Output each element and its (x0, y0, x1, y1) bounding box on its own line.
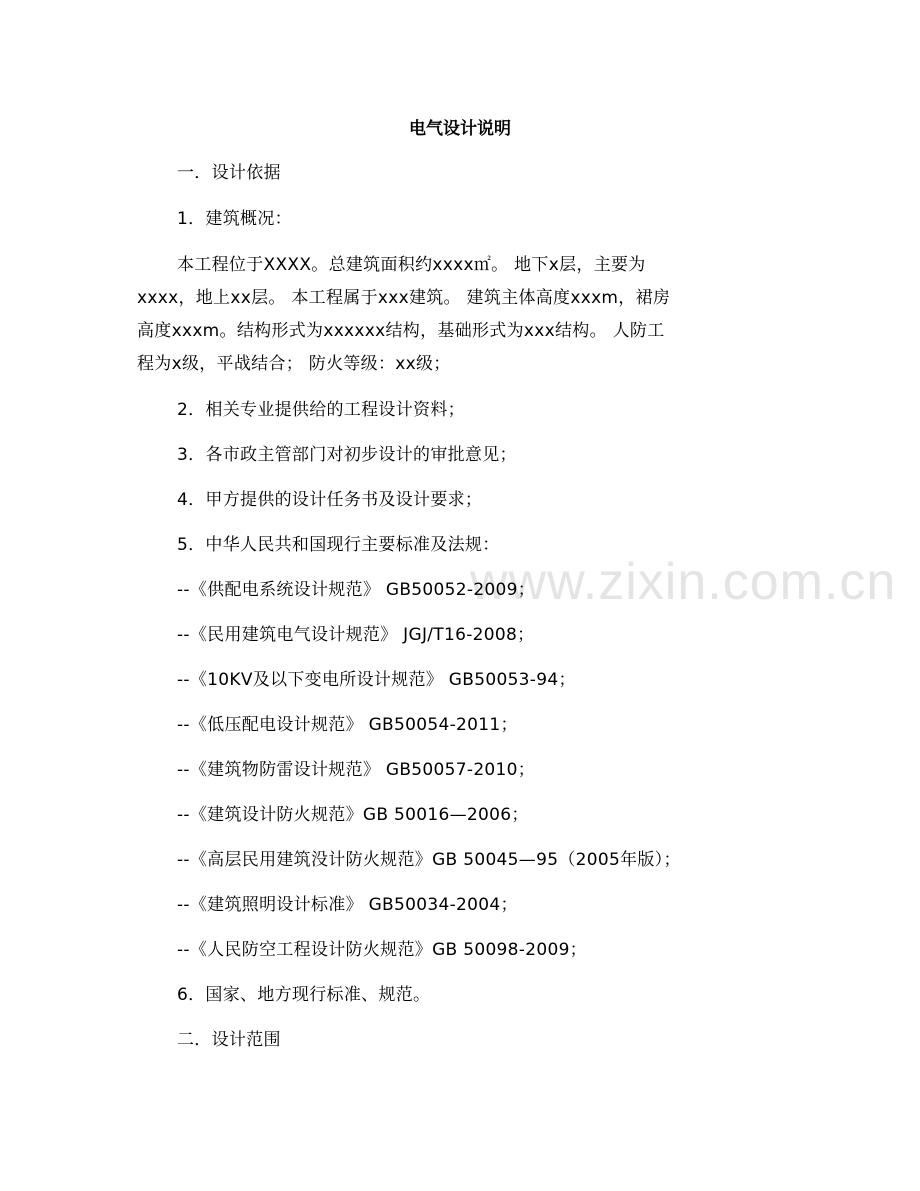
overview-paragraph-line-1: 本工程位于XXXX。总建筑面积约xxxx㎡。 地下x层，主要为 (177, 255, 646, 275)
item-related-data: 2．相关专业提供给的工程设计资料； (177, 400, 465, 420)
section-heading-design-basis: 一．设计依据 (177, 163, 281, 183)
standard-item: --《10KV及以下变电所设计规范》 GB50053-94； (177, 670, 576, 690)
item-building-overview: 1．建筑概况： (177, 209, 292, 229)
item-approval-opinions: 3．各市政主管部门对初步设计的审批意见； (177, 445, 517, 465)
item-national-standards: 5．中华人民共和国现行主要标准及法规： (177, 535, 500, 555)
standard-item: --《高层民用建筑没计防火规范》GB 50045—95（2005年版）； (177, 850, 681, 870)
document-title: 电气设计说明 (409, 119, 511, 139)
standard-item: --《建筑物防雷设计规范》 GB50057-2010； (177, 760, 536, 780)
overview-paragraph-line-4: 程为x级，平战结合； 防火等级：xx级； (137, 354, 451, 374)
standard-item: --《建筑照明设计标准》 GB50034-2004； (177, 895, 518, 915)
standard-item: --《供配电系统设计规范》 GB50052-2009； (177, 580, 536, 600)
overview-paragraph-line-2: xxxx，地上xx层。 本工程属于xxx建筑。 建筑主体高度xxxm，裙房 (137, 288, 671, 308)
item-local-standards: 6．国家、地方现行标准、规范。 (177, 985, 431, 1005)
standard-item: --《人民防空工程设计防火规范》GB 50098-2009； (177, 940, 587, 960)
overview-paragraph-line-3: 高度xxxm。结构形式为xxxxxx结构，基础形式为xxx结构。 人防工 (137, 321, 665, 341)
standard-item: --《低压配电设计规范》 GB50054-2011； (177, 715, 518, 735)
standard-item: --《建筑设计防火规范》GB 50016—2006； (177, 805, 529, 825)
item-design-requirements: 4．甲方提供的设计任务书及设计要求； (177, 490, 483, 510)
section-heading-design-scope: 二．设计范围 (177, 1030, 281, 1050)
standard-item: --《民用建筑电气设计规范》 JGJ/T16-2008； (177, 625, 535, 645)
watermark: www.zixin.com.cn (470, 553, 897, 611)
